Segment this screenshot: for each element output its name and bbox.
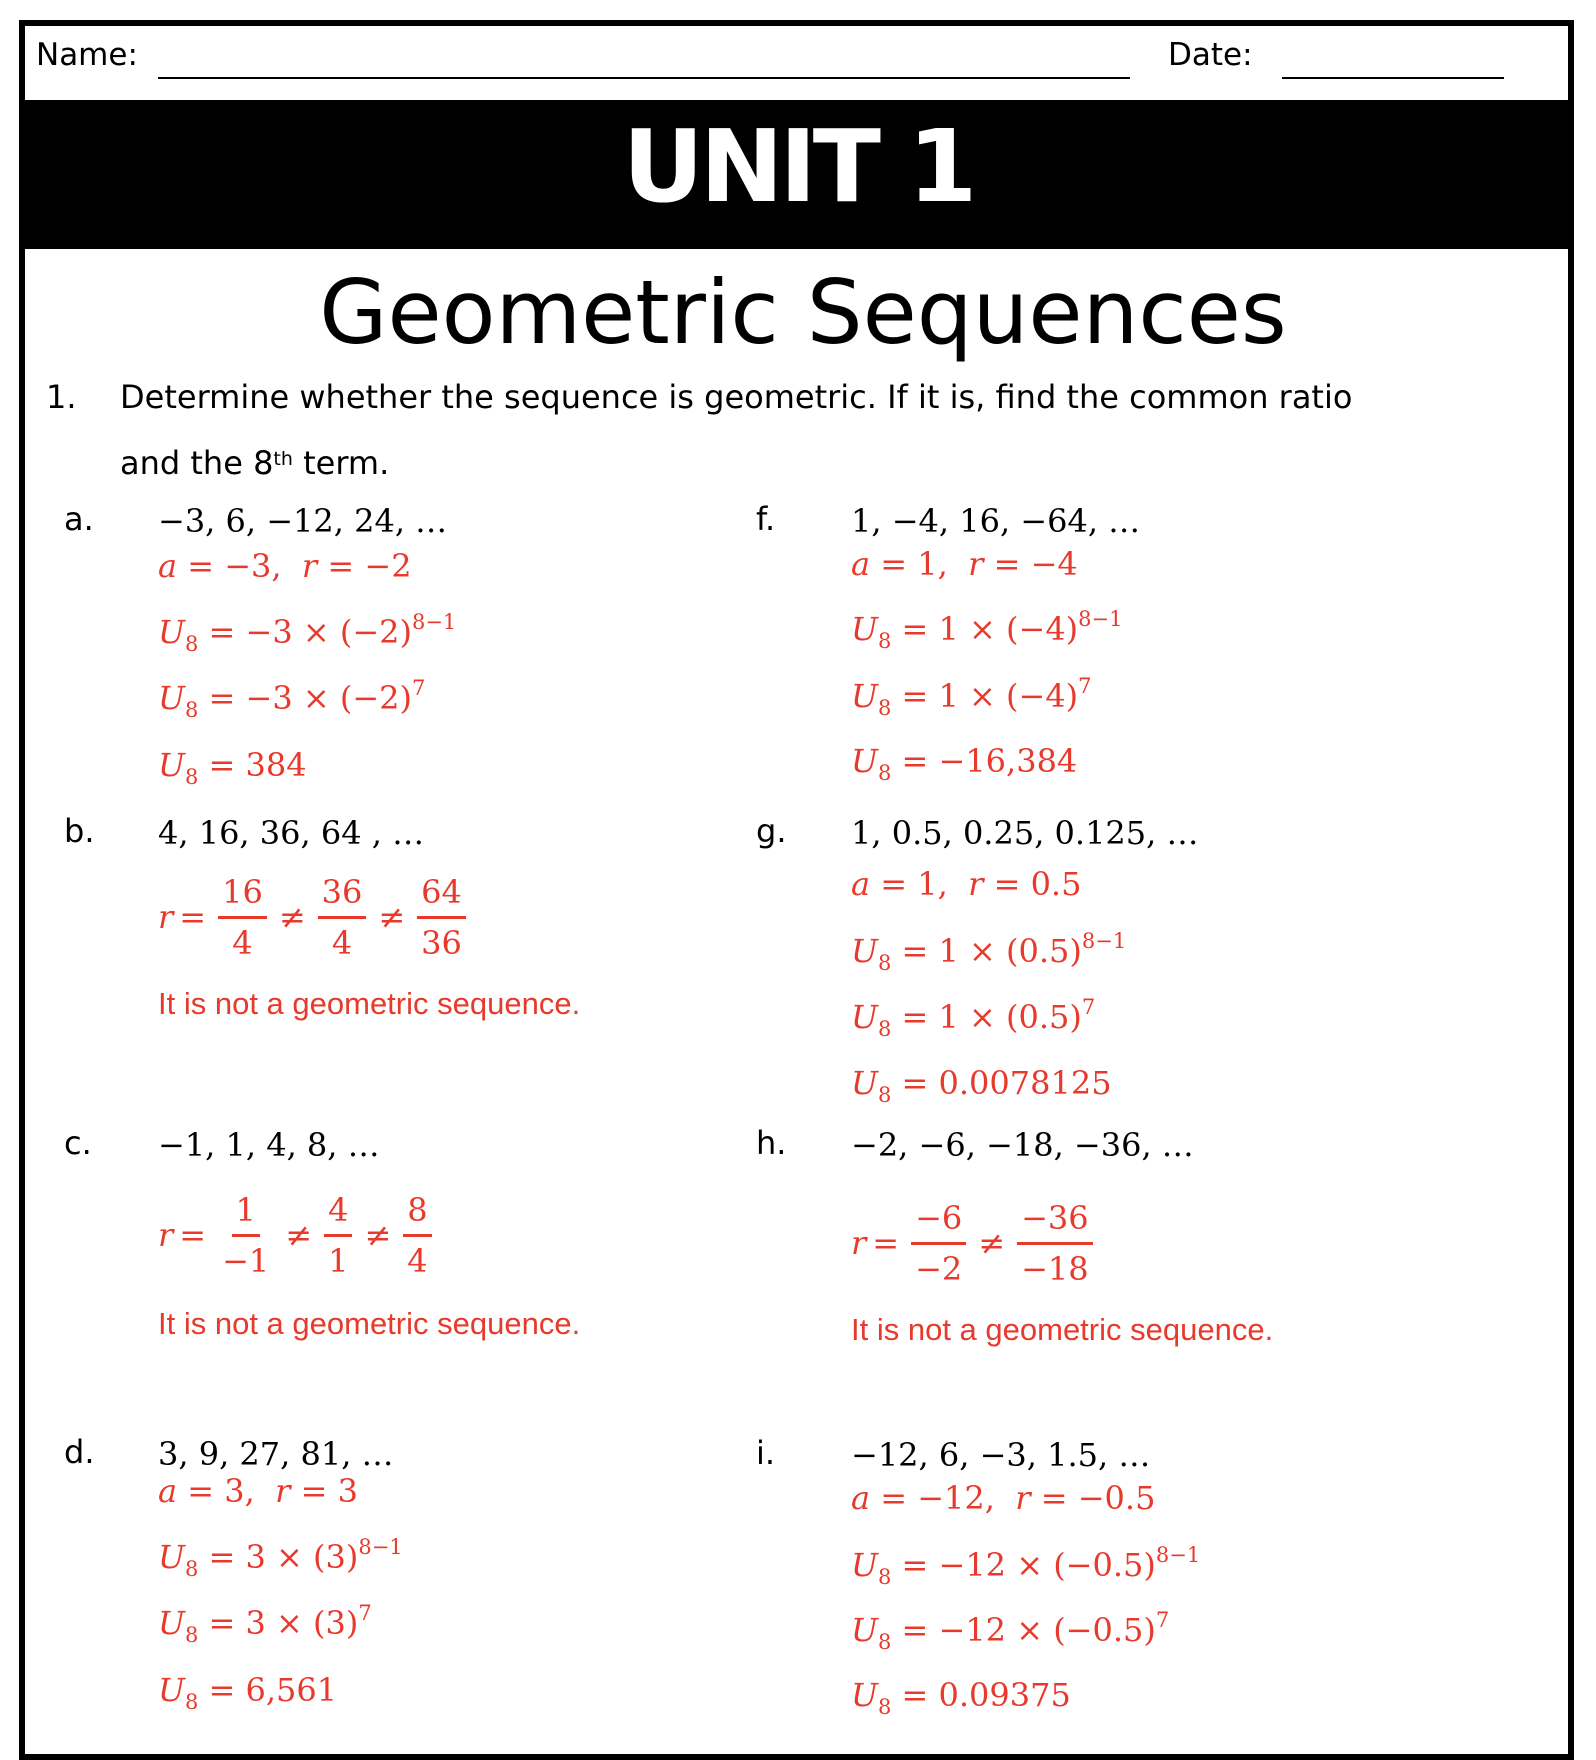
- problem-letter: d.: [64, 1433, 95, 1471]
- exponent: 8−1: [1155, 1543, 1201, 1567]
- subscript: 8: [184, 765, 199, 789]
- expression: = 3 × (3): [198, 1604, 359, 1642]
- var-u: U: [158, 746, 185, 784]
- exponent: 7: [358, 1601, 372, 1625]
- var-r: r: [1015, 1479, 1031, 1517]
- fraction: [318, 868, 367, 967]
- numerator: 8: [403, 1186, 431, 1237]
- problem-letter: b.: [64, 812, 95, 850]
- spacer: [948, 865, 968, 903]
- nth-term-step: [158, 1601, 372, 1647]
- r-value: = −4: [983, 545, 1078, 583]
- var-u: U: [851, 742, 878, 780]
- expression: = −12 × (−0.5): [891, 1546, 1156, 1584]
- spacer: [282, 547, 302, 585]
- var-u: U: [158, 679, 185, 717]
- exponent: 7: [1078, 674, 1092, 698]
- subscript: 8: [877, 761, 892, 785]
- nth-term-step: [158, 676, 426, 722]
- a-value: = −3,: [177, 547, 282, 585]
- expression: = 6,561: [198, 1671, 338, 1709]
- nth-term-step: [851, 1543, 1201, 1589]
- sequence: −1, 1, 4, 8, …: [158, 1126, 380, 1164]
- denominator: 4: [407, 1241, 428, 1280]
- expression: = −3 × (−2): [198, 613, 412, 651]
- var-u: U: [851, 1676, 878, 1714]
- fraction: [1017, 1194, 1093, 1293]
- expression: = 1 × (−4): [891, 610, 1079, 648]
- expression: = 384: [198, 746, 307, 784]
- var-u: U: [851, 610, 878, 648]
- exponent: 8−1: [1078, 607, 1123, 631]
- exponent: 8−1: [1081, 929, 1127, 953]
- expression: = −12 × (−0.5): [891, 1611, 1156, 1649]
- not-equal-sign: ≠: [978, 1224, 1006, 1262]
- fraction: [911, 1194, 966, 1293]
- not-equal-sign: ≠: [278, 898, 306, 936]
- sequence: 3, 9, 27, 81, …: [158, 1435, 394, 1473]
- ratio-comparison: [851, 1191, 1099, 1295]
- subscript: 8: [184, 698, 199, 722]
- not-equal-sign: ≠: [378, 898, 406, 936]
- nth-term-step: [851, 929, 1127, 975]
- denominator: −1: [222, 1241, 270, 1280]
- expression: = 3 × (3): [198, 1538, 359, 1576]
- ratio-comparison: [158, 1183, 438, 1287]
- var-a: a: [158, 547, 178, 585]
- first-term-and-ratio: [851, 864, 1081, 904]
- problem-letter: i.: [756, 1434, 776, 1472]
- question-text-after: term.: [292, 444, 390, 482]
- date-label: Date:: [1168, 37, 1253, 73]
- var-a: a: [851, 545, 871, 583]
- exponent: 7: [1155, 1608, 1170, 1632]
- a-value: = 3,: [177, 1472, 255, 1510]
- subscript: 8: [877, 1017, 892, 1041]
- problem-letter: f.: [756, 500, 776, 538]
- unit-heading: UNIT 1: [622, 108, 974, 225]
- var-r: r: [851, 1224, 867, 1262]
- var-u: U: [851, 1064, 878, 1102]
- var-u: U: [158, 613, 185, 651]
- equals-sign: =: [872, 1224, 900, 1262]
- first-term-and-ratio: [851, 1478, 1155, 1518]
- nth-term-step: [851, 1063, 1112, 1107]
- expression: = −3 × (−2): [198, 679, 412, 717]
- sequence: 4, 16, 36, 64 , …: [158, 814, 425, 852]
- expression: = 1 × (0.5): [891, 998, 1082, 1036]
- equals-sign: =: [179, 898, 207, 936]
- var-a: a: [158, 1472, 178, 1510]
- var-r: r: [968, 865, 984, 903]
- var-u: U: [851, 677, 878, 715]
- spacer: [995, 1479, 1015, 1517]
- exponent: 7: [411, 676, 426, 700]
- var-a: a: [851, 865, 871, 903]
- sequence: −2, −6, −18, −36, …: [851, 1126, 1194, 1164]
- exponent: 8−1: [358, 1535, 403, 1559]
- question-text-line1: Determine whether the sequence is geometric. If it is, find the common ratio: [120, 378, 1353, 416]
- denominator: 36: [421, 923, 462, 962]
- fraction: [218, 1186, 273, 1285]
- expression: = 0.0078125: [891, 1064, 1112, 1102]
- var-u: U: [851, 932, 878, 970]
- var-r: r: [275, 1472, 291, 1510]
- fraction: [324, 1186, 352, 1285]
- conclusion-note: It is not a geometric sequence.: [851, 1312, 1274, 1347]
- not-equal-sign: ≠: [364, 1216, 392, 1254]
- r-value: = −2: [317, 547, 412, 585]
- nth-term-step: [851, 1608, 1170, 1654]
- subscript: 8: [184, 1557, 199, 1581]
- spacer: [948, 545, 968, 583]
- numerator: −36: [1017, 1194, 1093, 1245]
- var-u: U: [851, 1546, 878, 1584]
- expression: = 1 × (−4): [891, 677, 1079, 715]
- var-r: r: [158, 1216, 174, 1254]
- fraction: [403, 1186, 431, 1285]
- var-r: r: [158, 898, 174, 936]
- nth-term-step: [158, 610, 457, 656]
- numerator: −6: [911, 1194, 966, 1245]
- denominator: −18: [1021, 1249, 1089, 1288]
- conclusion-note: It is not a geometric sequence.: [158, 986, 581, 1021]
- r-value: = 0.5: [983, 865, 1082, 903]
- subscript: 8: [877, 951, 892, 975]
- page-title: Geometric Sequences: [319, 261, 1287, 364]
- expression: = 0.09375: [891, 1676, 1071, 1714]
- not-equal-sign: ≠: [285, 1216, 313, 1254]
- question-text-line2: [120, 443, 389, 483]
- numerator: 16: [218, 868, 267, 919]
- sequence: 1, 0.5, 0.25, 0.125, …: [851, 814, 1199, 852]
- subscript: 8: [184, 1690, 199, 1714]
- subscript: 8: [184, 632, 199, 656]
- equals-sign: =: [179, 1216, 207, 1254]
- ratio-comparison: [158, 865, 472, 969]
- r-value: = 3: [290, 1472, 358, 1510]
- fraction: [417, 868, 466, 967]
- numerator: 4: [324, 1186, 352, 1237]
- a-value: = 1,: [870, 865, 948, 903]
- problem-letter: g.: [756, 812, 787, 850]
- var-u: U: [158, 1671, 185, 1709]
- a-value: = −12,: [870, 1479, 995, 1517]
- nth-term-step: [158, 745, 307, 789]
- name-field[interactable]: [158, 77, 1130, 79]
- spacer: [255, 1472, 275, 1510]
- nth-term-step: [851, 607, 1123, 653]
- denominator: −2: [915, 1249, 963, 1288]
- var-u: U: [158, 1538, 185, 1576]
- var-u: U: [851, 998, 878, 1036]
- problem-letter: h.: [756, 1124, 787, 1162]
- conclusion-note: It is not a geometric sequence.: [158, 1306, 581, 1341]
- expression: = −16,384: [891, 742, 1078, 780]
- nth-term-step: [851, 1675, 1071, 1719]
- first-term-and-ratio: [851, 544, 1078, 584]
- exponent: 7: [1081, 995, 1096, 1019]
- date-field[interactable]: [1282, 77, 1504, 79]
- var-u: U: [158, 1604, 185, 1642]
- sequence: −3, 6, −12, 24, …: [158, 502, 448, 540]
- problem-letter: a.: [64, 500, 94, 538]
- subscript: 8: [877, 1630, 892, 1654]
- nth-term-step: [158, 1535, 403, 1581]
- nth-term-step: [851, 674, 1092, 720]
- r-value: = −0.5: [1030, 1479, 1156, 1517]
- problem-letter: c.: [64, 1124, 92, 1162]
- first-term-and-ratio: [158, 1471, 358, 1511]
- question-text-sup: th: [273, 448, 293, 470]
- denominator: 4: [331, 923, 353, 962]
- nth-term-step: [158, 1670, 338, 1714]
- fraction: [218, 868, 267, 967]
- subscript: 8: [877, 629, 892, 653]
- subscript: 8: [877, 1695, 892, 1719]
- sequence: −12, 6, −3, 1.5, …: [851, 1436, 1151, 1474]
- exponent: 8−1: [411, 610, 457, 634]
- numerator: 36: [318, 868, 367, 919]
- first-term-and-ratio: [158, 546, 412, 586]
- subscript: 8: [877, 1083, 892, 1107]
- a-value: = 1,: [870, 545, 948, 583]
- question-text-before: and the 8: [120, 444, 274, 482]
- var-a: a: [851, 1479, 871, 1517]
- subscript: 8: [184, 1623, 199, 1647]
- numerator: 1: [232, 1186, 260, 1237]
- var-u: U: [851, 1611, 878, 1649]
- question-number: 1.: [46, 378, 77, 416]
- nth-term-step: [851, 741, 1078, 785]
- expression: = 1 × (0.5): [891, 932, 1082, 970]
- numerator: 64: [417, 868, 466, 919]
- denominator: 4: [232, 923, 253, 962]
- denominator: 1: [328, 1241, 349, 1280]
- subscript: 8: [877, 1565, 892, 1589]
- var-r: r: [968, 545, 984, 583]
- nth-term-step: [851, 995, 1096, 1041]
- subscript: 8: [877, 696, 892, 720]
- name-label: Name:: [36, 37, 138, 73]
- var-r: r: [301, 547, 318, 585]
- sequence: 1, −4, 16, −64, …: [851, 502, 1141, 540]
